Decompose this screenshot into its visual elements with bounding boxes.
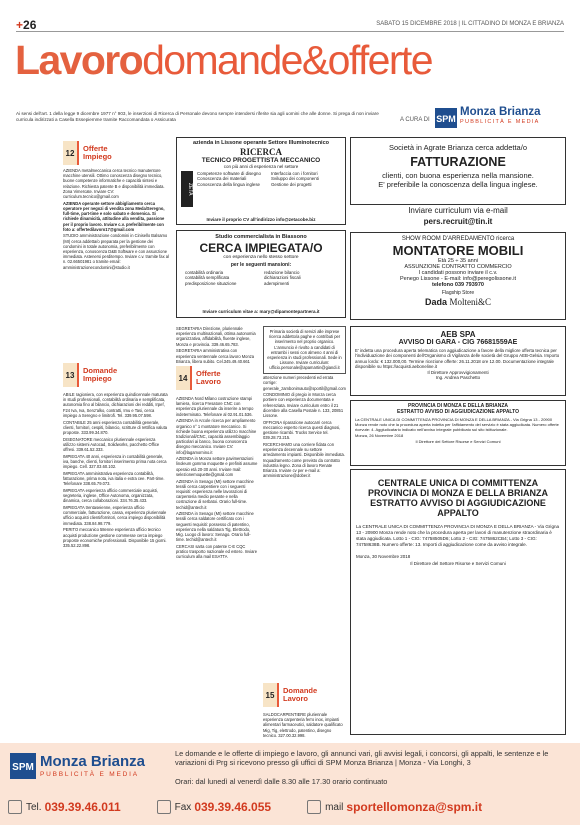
section-title: Offerte Impiego bbox=[83, 144, 112, 161]
ad-right-list bbox=[264, 270, 337, 286]
tel-label: Tel. bbox=[26, 801, 42, 813]
section-14-header bbox=[176, 366, 232, 390]
ad-top: Società in Agrate Brianza cerca addetta/o bbox=[388, 143, 527, 152]
ad-bottom: Inviare curriculum vitae a: mary@dipamontepartnera.it bbox=[202, 309, 320, 314]
section-title: Offerte Lavoro bbox=[196, 369, 222, 386]
bullet-item: contabilità ordinaria bbox=[185, 270, 224, 275]
ad-subtitle: ESTRATTO AVVISO DI AGGIUDICAZIONE APPALTO bbox=[397, 409, 519, 415]
ad-heading: PROVINCIA DI MONZA E DELLA BRIANZA bbox=[368, 488, 548, 498]
list-item: Primaria società di servizi alle imprese ricerca addetto/a paghe e contributi per inserimento nel proprio organico. L'annuncio è rivolto a candidati di entrambi i sessi con almeno 4 anni di esperienza in studi professionali. Sede in Lissone. Inviare curriculum: ufficio.personale@apamartin@giandi.it bbox=[263, 326, 346, 374]
mail-label: mail bbox=[325, 801, 344, 813]
logo-brand: Monza Brianza bbox=[40, 753, 146, 770]
ad-req-title: per le seguenti mansioni: bbox=[230, 262, 292, 268]
ad-heading: CERCA IMPIEGATA/O bbox=[199, 241, 323, 255]
section-title: Domande Impiego bbox=[83, 366, 118, 383]
list-item: AZIENDA operante settore abbigliamento cerca operatore per negozi di vendita zona Medа/Seregno, full-time, part-time e solo sabato e domenica. Si richiede dinamicità, attitudine alla vendita, passione per il proprio lavoro. Inviare c.v. preferibilmente con foto a: offertedilavoro17@gmail.com bbox=[63, 200, 165, 232]
ad-brands bbox=[351, 297, 565, 307]
column-2-items bbox=[176, 326, 258, 365]
ad-line: I candidati possono inviare il c.v. bbox=[418, 270, 498, 276]
ad-body: La CENTRALE UNICA DI COMMITTENZA PROVINCIA DI MONZA E DELLA BRIANZA - Via Grigna 13 - 20900 Monza rende noto che la procedura aperta per lavori di manutenzione straordinaria è stata aggiudicata. Lotto 1 - CIG: 74758505D6; Lotto 2 - CIG: 7475862CB4; Lotto 3 - CIG: 74758638B. Numero offerte: 13. Importi di aggiudicazione come da avviso integrale. bbox=[356, 524, 560, 547]
ad-sign: Il Direttore del Settore Risorse e Servizi Comuni bbox=[410, 561, 506, 566]
ad-cuc bbox=[350, 469, 566, 735]
zeta-logo: ZETA bbox=[181, 171, 193, 207]
list-item: AZIENDA in Senago (MI) settore macchine tessili cerca carpentiere con i seguenti requisiti: esperienza nelle lavorazioni di carpenteria medio pesante e nella costruzione di serbatoi. Orario full-time. techid@antech.it bbox=[176, 478, 254, 510]
column-1-domande bbox=[63, 392, 169, 550]
bullet-item: redazione bilancio bbox=[264, 270, 300, 275]
list-item: SEGRETARIA amministrativa con esperienza ventennale cerca lavoro Monza Brianza, libera subito. Cel.345.49.40.661 bbox=[176, 348, 255, 364]
spm-icon bbox=[10, 753, 36, 779]
ad-date: Monza, 30 Novembre 2018 bbox=[356, 554, 411, 559]
column-1-offerte bbox=[63, 168, 169, 271]
list-item: AZIENDA in Monza settore pavimentazioni linoleum gomma moquette e prefiniti assume operaio età 20-30 anni. Inviare mail: selezionemoquette@gmail.com bbox=[176, 456, 258, 477]
list-item: STUDIO amministrazione condomini in Cinisello Balsamo (MI) cerca addetta/o preparata per la gestione dei condomini in totale autonomia, preferibilmente con esperienza, conoscenza D&B Software e con assunzione immediata. Astenersi perditempo. Inviare c.v. tramite fax al n. 02.66501981 o tramite email: amministrazionecondomini@studio.it bbox=[63, 233, 169, 270]
footer-band bbox=[0, 743, 580, 825]
ad-left-list bbox=[185, 270, 258, 286]
list-item: AZIENDA Nord Milano costruzione stampi lamiera, ricerca Fresatore CNC con esperienza pluriennale da inserire a tempo indeterminato. Telefonare al 02.91.01.536. bbox=[176, 396, 254, 417]
dada-logo: Dada bbox=[424, 297, 447, 307]
ad-heading: RICERCA bbox=[239, 147, 282, 157]
ad-aeb bbox=[350, 326, 566, 396]
tel-number[interactable]: 039.39.46.011 bbox=[44, 800, 121, 814]
masthead-title: Lavorodomande&offerte bbox=[15, 37, 432, 83]
ad-role: TECNICO PROGETTISTA MECCANICO bbox=[201, 157, 321, 164]
page-header bbox=[16, 18, 564, 32]
ad-heading: PROVINCIA DI MONZA E DELLA BRIANZA bbox=[408, 403, 508, 409]
list-item: IMPIEGATA amministrativa esperienza contabilità, fatturazione, prima nota, iva italia e extra cee. Part-time. Telefonare 338.65.79.073. bbox=[63, 470, 165, 487]
phone-icon bbox=[8, 800, 22, 814]
logo-tagline: PUBBLICITÀ E MEDIA bbox=[460, 119, 540, 125]
ad-flagship: Flagship Store bbox=[441, 290, 475, 296]
ad-subtitle: AVVISO DI GARA - CIG 76681559AE bbox=[398, 339, 518, 346]
bullet-item: adempimenti bbox=[264, 280, 290, 286]
list-item: AZIENDA in Senago (MI) settore macchine tessili cerca saldatore certificato con i seguenti requisiti: possesso di patentino, esperienza nella saldatura Tig, Elettrodo, Mig. Luogo di lavoro: Senago. Orario full-time. techid@antech.it bbox=[176, 511, 254, 543]
section-13-header bbox=[63, 363, 121, 387]
ad-bottom: Inviare il proprio CV all'indirizzo info@zetacobe.biz bbox=[206, 217, 316, 222]
list-item: IMPIEGATA 40 anni, esperienza in contabilità generale, iva, banche, clienti, fornitori inserimento prima nota cerca impiego. Cell. 327.03.60.102. bbox=[63, 453, 167, 470]
list-item: AZIENDA metalmeccanica cerca tecnico manutentore macchine utensili. Ottimo conoscenza disegno tecnico, buone competenze informatiche e capacità sintesi e relazione. Richiesta patente B e disponibilità immediata. Zona Vimercate. Inviare CV: curriculum.tecnico@gmail.com bbox=[63, 168, 165, 200]
bullet-item: Conoscenza dei materiali bbox=[197, 176, 247, 182]
ad-biassono bbox=[176, 230, 346, 318]
list-item: CERCASI sarta con patente C-E CQC pratico trasporto nazionale ed estero. Inviare curriculum alla mail ESATTA bbox=[176, 543, 258, 560]
list-item: attenzione numeri precedenti ed errata corrige: generale_zambonimauto@sportil@gmail.com bbox=[263, 375, 346, 391]
ad-sign: Il Direttore del Settore Risorse e Servizi Comuni bbox=[415, 439, 501, 444]
column-3-items bbox=[263, 326, 346, 480]
list-item: SEGRETARIA Direzione, pluriennale esperienza multinazionali, ottima autonomia organizzativa, affidabilità, fluente inglese, Monza e provincia. 339.46.65.783. bbox=[176, 326, 256, 347]
section-number: 12 bbox=[63, 141, 79, 165]
list-item: AZIENDA in Arcole ricerca per ampliamento organico n° 1 montatore meccanico. Si richiede buona esperienza utilizzo macchine tradizionali/CNC, capacità assemblaggio particolari ai banco, buona conoscenza disegno meccanico. Inviare CV: info@lagamornino.it bbox=[176, 418, 257, 455]
list-item: PERITO meccanico 58enne esperienza ufficio tecnico acquisti produzione gestione commesse cerca impiego proposte economiche professionali. Disponibile 15 giorni. 335.52.22.898. bbox=[63, 527, 167, 548]
list-item: IMPIEGATA esperienza ufficio commerciale acquisti, segreteria, inglese, Office Autonoma, organizzata, dinamica, cerca collaborazioni. 334.76.35.433. bbox=[63, 487, 158, 504]
ad-sign: Ing. Andrea Paschetto bbox=[435, 375, 481, 381]
ad-provincia bbox=[350, 400, 566, 466]
spm-logo bbox=[435, 106, 575, 128]
page-number: +26 bbox=[16, 18, 37, 32]
logo-tagline: PUBBLICITÀ E MEDIA bbox=[40, 771, 139, 778]
footer-contacts bbox=[8, 795, 568, 819]
list-item: SALDOCARPENTIERE pluriennale esperienza carpenteria ferro inox, impianti alimentari farmaceutici, saldatore qualificato Mig, Tig, elettrodo, patentino, disegno tecnico. 327.00.32.998. bbox=[263, 712, 343, 738]
bullet-item: predisposizione situazione bbox=[185, 280, 237, 286]
ad-email: pers.recruit@tin.it bbox=[423, 217, 493, 226]
ad-age: Età 25 ÷ 35 anni bbox=[437, 258, 479, 264]
bullet-item: Conoscenza della lingua inglese bbox=[197, 181, 260, 187]
ad-body: La CENTRALE UNICA DI COMMITTENZA PROVINCIA DI MONZA E DELLA BRIANZA - Via Grigna 13 - 20900 Monza rende noto che la procedura aperta indetta per l'affidamento del servizio è stata aggiudicata. Numero offerte ricevute: 4. Aggiudicatario indicato nell'avviso integrale pubblicato sul sito istituzionale. bbox=[355, 417, 559, 432]
list-item: CONDOMINIO di pregio in Monza cerca portiere con esperienza documentata e referenziata. Inviare curriculum entro il 21 dicembre alla Casella Postale n. 133, 20851 Lissone. bbox=[263, 392, 344, 419]
list-item: OFFICINA riparazione autocarri cerca meccanico esperto ricerca questi diagnosi, gestione ricambi. Trucks Service tel. 039.28.73.215. bbox=[263, 419, 341, 441]
section-15-header bbox=[263, 683, 319, 707]
ad-left-list bbox=[197, 171, 267, 207]
fax-icon bbox=[157, 800, 171, 814]
ad-cv-line: Inviare curriculum via e-mail bbox=[408, 206, 508, 215]
list-item: ABILE ragioniera, con esperienza quindicennale maturata in studi professionali, contabilità ordinaria e semplificata, autonomia fino al bilancio, dichiarazioni dei redditi, Irpef, F24 Iva, Iva, Senz'alko, contratti, Imu e Tasi, cerca impiego a Seregno e limitrofi. Tel. 339.95.07.598. bbox=[63, 392, 168, 418]
ad-sign: Il Direttore Approvvigionamenti bbox=[427, 370, 489, 376]
list-item: IMPIEGATA trentaseienne, esperienza ufficio commerciale, fatturazione, cassa, esperienza pluriennale ufficio acquisti clienti/fornitori, cerca impiego disponibilità immediata. 338.84.98.779. bbox=[63, 505, 167, 526]
list-item: DISEGNATORE meccanico pluriennale esperienza utilizzo sistemi Autocad, Solidworks, pacchetto Office offresi. 339.61.52.333. bbox=[63, 436, 160, 453]
fax-label: Fax bbox=[174, 801, 192, 813]
spm-icon bbox=[435, 108, 457, 128]
ad-sub: con esperienza nello stesso settore bbox=[223, 255, 299, 260]
footer-spm-logo bbox=[10, 753, 160, 783]
list-item: CONTABILE 25 anni esperienza contabilità generale, clienti, fornitori, cespiti, bilancio, scritture di rettifica valuta proposte. 333.99.34.870. bbox=[63, 419, 167, 435]
date-line: SABATO 15 DICEMBRE 2018 | IL CITTADINO DI MONZA E BRIANZA bbox=[376, 21, 564, 27]
svg-text:SPM: SPM bbox=[12, 762, 34, 773]
footer-hours: Orari: dal lunedì al venerdì dalle 8.30 alle 17.30 orario continuato bbox=[175, 777, 388, 786]
ad-right-list bbox=[271, 171, 341, 207]
svg-text:SPM: SPM bbox=[436, 114, 456, 124]
ad-top: SHOW ROOM D'ARREDAMENTO ricerca bbox=[401, 236, 515, 242]
bullet-item: Sviluppo dei componenti bbox=[271, 176, 319, 182]
ad-body: E' indetta una procedura aperta telematica con aggiudicazione a favore della migliore offerta tecnica per l'individuazione dei componenti dell'Organismo di Vigilanza delle società del Gruppo AEB-Gelsia. Importo annuo lordo: € 132.000,00. Termine ricezione offerte: 26.11.2018 ore 12.00. Documentazione integrale disponibile su https://acquisti.aeboneline.it bbox=[355, 348, 560, 369]
section-number: 14 bbox=[176, 366, 192, 390]
ad-line: clienti, con buona esperienza nella mansione. bbox=[382, 171, 534, 180]
ad-heading: FATTURAZIONE bbox=[410, 155, 506, 169]
ad-line: E' preferibile la conoscenza della lingua inglese. bbox=[378, 180, 538, 189]
bullet-item: Gestione dei progetti bbox=[271, 181, 312, 187]
bullet-item: Competenze software di disegno bbox=[197, 171, 261, 176]
footer-text: Le domande e le offerte di impiego e lavoro, gli annunci vari, gli avvisi legali, i concorsi, gli appalti, le sentenze e le variazioni di Prg si ricevono presso gli uffici di SPM Monza Brianza | Monza - Via Longhi, 3 bbox=[175, 749, 549, 767]
logo-brand: Monza Brianza bbox=[460, 106, 541, 118]
ad-heading: AEB SPA bbox=[440, 330, 476, 339]
fax-number[interactable]: 039.39.46.055 bbox=[194, 800, 272, 814]
ad-heading: CENTRALE UNICA DI COMMITTENZA bbox=[377, 478, 539, 488]
section-number: 13 bbox=[63, 363, 79, 387]
ad-fatturazione bbox=[350, 137, 566, 205]
ad-heading: ESTRATTO AVVISO DI AGGIUDICAZIONE APPALTO bbox=[370, 498, 546, 518]
ad-tel: telefono 039 793970 bbox=[432, 282, 484, 288]
ad-contract: ASSUNZIONE CONTRATTO COMMERCIO bbox=[404, 264, 512, 270]
column-3-domande bbox=[263, 712, 346, 740]
legal-intro: Ai sensi dell'art. 1 della legge 9 dicembre 1977 n° 903, le inserzioni di Ricerca di Personale devono sempre intendersi riferite sia agli uomini che alle donne. Si prega di non inviare curricula indirizzati a Casella Essepiemme tramite Raccomandata o Assicurata bbox=[16, 111, 379, 122]
mail-icon bbox=[307, 800, 321, 814]
ad-top: azienda in Lissone operante Settore Illuminotecnico bbox=[193, 140, 329, 146]
section-12-header bbox=[63, 141, 121, 165]
ad-address: Penego Lissone - E-mail: info@peregolissone.it bbox=[400, 276, 516, 282]
section-title: Domande Lavoro bbox=[283, 686, 318, 703]
bullet-item: dichiarazioni fiscali bbox=[264, 275, 301, 281]
bullet-item: Interfaccia con i fornitori bbox=[271, 171, 318, 176]
ad-montatore bbox=[350, 232, 566, 320]
list-item: RICERCHIAMO una corriere fidata con esperienza decennale su settore arredamento impianti. Disponibile immediata. Inquadramento come previsto da contratto industria legno. Zona di lavoro Renate Brianza. Inviare cv per e-mail a: amministrazione@dober.it bbox=[263, 442, 345, 479]
ad-top: Studio commercialista in Biassono bbox=[215, 234, 307, 240]
ad-date: Monza, 26 Novembre 2018 bbox=[355, 433, 404, 438]
column-2-offerte bbox=[176, 396, 258, 561]
molteni-logo: Molteni&C bbox=[449, 297, 492, 307]
ad-sub: con più anni di esperienza nel settore bbox=[223, 164, 299, 169]
bullet-item: contabilità semplificata bbox=[185, 275, 230, 281]
section-number: 15 bbox=[263, 683, 279, 707]
ad-lissone-ricerca bbox=[176, 137, 346, 225]
a-cura-label: A CURA DI bbox=[400, 117, 430, 123]
mail-address[interactable]: sportellomonza@spm.it bbox=[346, 800, 483, 814]
ad-heading: MONTATORE MOBILI bbox=[392, 243, 524, 258]
